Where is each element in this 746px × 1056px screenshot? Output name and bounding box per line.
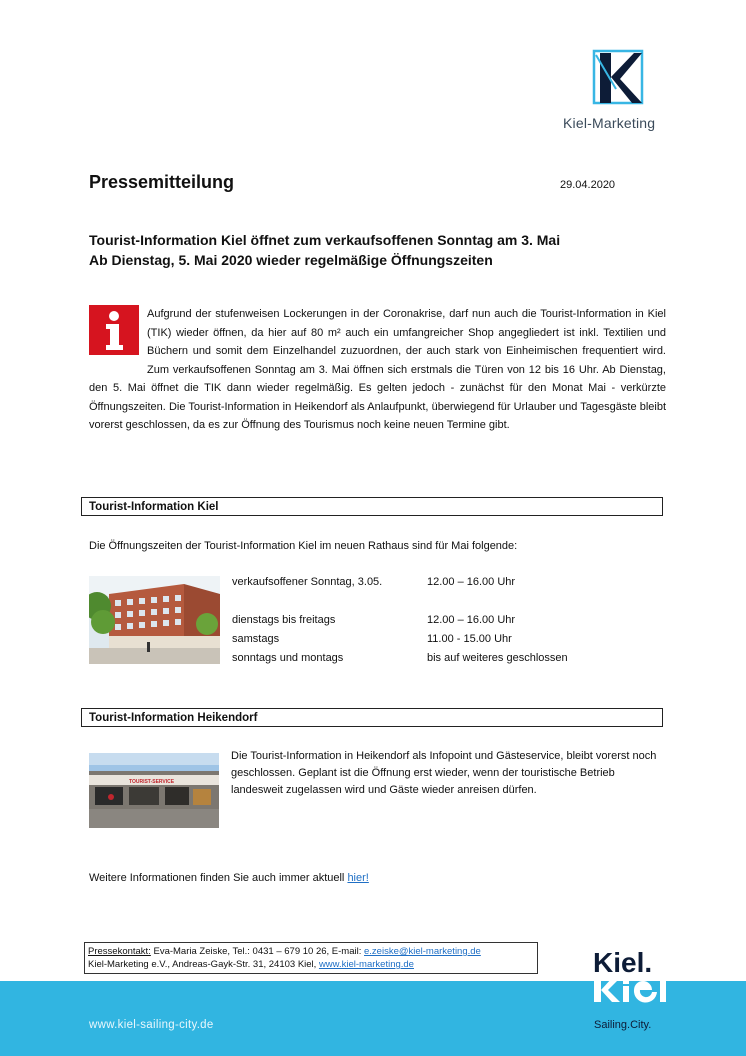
contact-address: Kiel-Marketing e.V., Andreas-Gayk-Str. 31, 24103 Kiel, (88, 959, 319, 970)
kiel-logo-word: Kiel. (593, 947, 653, 978)
heikendorf-text: Die Tourist-Information in Heikendorf als Infopoint und Gästeservice, bleibt vorerst noch geschlossen. Geplant ist die Öffnung erst wieder, wenn der touristische Betrieb landesweit zugelassen wird und Gäste wieder anreisen dürfen. (231, 750, 657, 796)
footer-url: www.kiel-sailing-city.de (89, 1019, 214, 1031)
section-header-heikendorf: Tourist-Information Heikendorf (81, 708, 663, 727)
kiel-sailing-city-logo-icon (590, 946, 680, 1006)
more-info (89, 872, 369, 884)
contact-details: Eva-Maria Zeiske, Tel.: 0431 – 679 10 26, E-mail: (150, 946, 364, 957)
body-text: Aufgrund der stufenweisen Lockerungen in der Coronakrise, darf nun auch die Tourist-Information in Kiel (TIK) wieder öffnen, da hier auf 80 m² auch ein umfangreicher Shop angegliedert ist inkl. Textilien und Büchern und somit dem Einzelhandel zuzuordnen, der auch stark von Einheimischen frequentiert wird. Zum verkaufsoffenen Sonntag am 3. Mai öffnen sich erstmals die Türen von 12 bis 16 Uhr. Ab Dienstag, den 5. Mai öffnet die TIK dann wieder regelmäßig. Es gelten jedoch - zunächst für den Monat Mai - verkürzte Öffnungszeiten. Die Tourist-Information in Heikendorf als Anlaufpunkt, überwiegend für Urlauber und Tagesgäste bleibt vorerst geschlossen, da es zur Öffnung des Tourismus noch keine neuen Termine gibt. (89, 308, 666, 431)
contact-email-link[interactable]: e.zeiske@kiel-marketing.de (364, 946, 481, 957)
headline (89, 230, 669, 270)
kiel-marketing-logo-text: Kiel-Marketing (563, 115, 656, 131)
more-info-text: Weitere Informationen finden Sie auch immer aktuell (89, 872, 348, 884)
kiel-logo-subtitle: Sailing.City. (594, 1019, 652, 1031)
hours-time-3: 11.00 - 15.00 Uhr (427, 633, 512, 645)
section-header-kiel: Tourist-Information Kiel (81, 497, 663, 516)
release-date: 29.04.2020 (560, 179, 616, 191)
heikendorf-tourist-info-photo (89, 753, 219, 828)
page-title: Pressemitteilung (89, 172, 235, 192)
contact-line-1 (88, 945, 534, 958)
more-info-link[interactable]: hier! (347, 872, 369, 884)
hours-time-4: bis auf weiteres geschlossen (427, 652, 568, 664)
hours-day-4: sonntags und montags (232, 652, 344, 664)
kiel-marketing-logo-icon (592, 49, 644, 105)
contact-website-link[interactable]: www.kiel-marketing.de (318, 959, 414, 970)
kiel-tourist-info-photo (89, 576, 220, 664)
tourist-service-sign-text: TOURIST-SERVICE (129, 779, 175, 785)
press-contact-box (84, 942, 538, 974)
contact-line-2 (88, 958, 534, 971)
contact-label: Pressekontakt: (88, 946, 151, 957)
headline-line-2: Ab Dienstag, 5. Mai 2020 wieder regelmäßige Öffnungszeiten (89, 252, 493, 268)
kiel-intro: Die Öffnungszeiten der Tourist-Information Kiel im neuen Rathaus sind für Mai folgende: (89, 540, 518, 552)
body-paragraph (89, 305, 666, 435)
hours-time-1: 12.00 – 16.00 Uhr (427, 576, 516, 588)
hours-day-1: verkaufsoffener Sonntag, 3.05. (232, 576, 383, 588)
hours-day-3: samstags (232, 633, 280, 645)
headline-line-1: Tourist-Information Kiel öffnet zum verkaufsoffenen Sonntag am 3. Mai (89, 232, 561, 248)
hours-day-2: dienstags bis freitags (232, 614, 336, 626)
info-icon (89, 305, 147, 361)
hours-time-2: 12.00 – 16.00 Uhr (427, 614, 516, 626)
